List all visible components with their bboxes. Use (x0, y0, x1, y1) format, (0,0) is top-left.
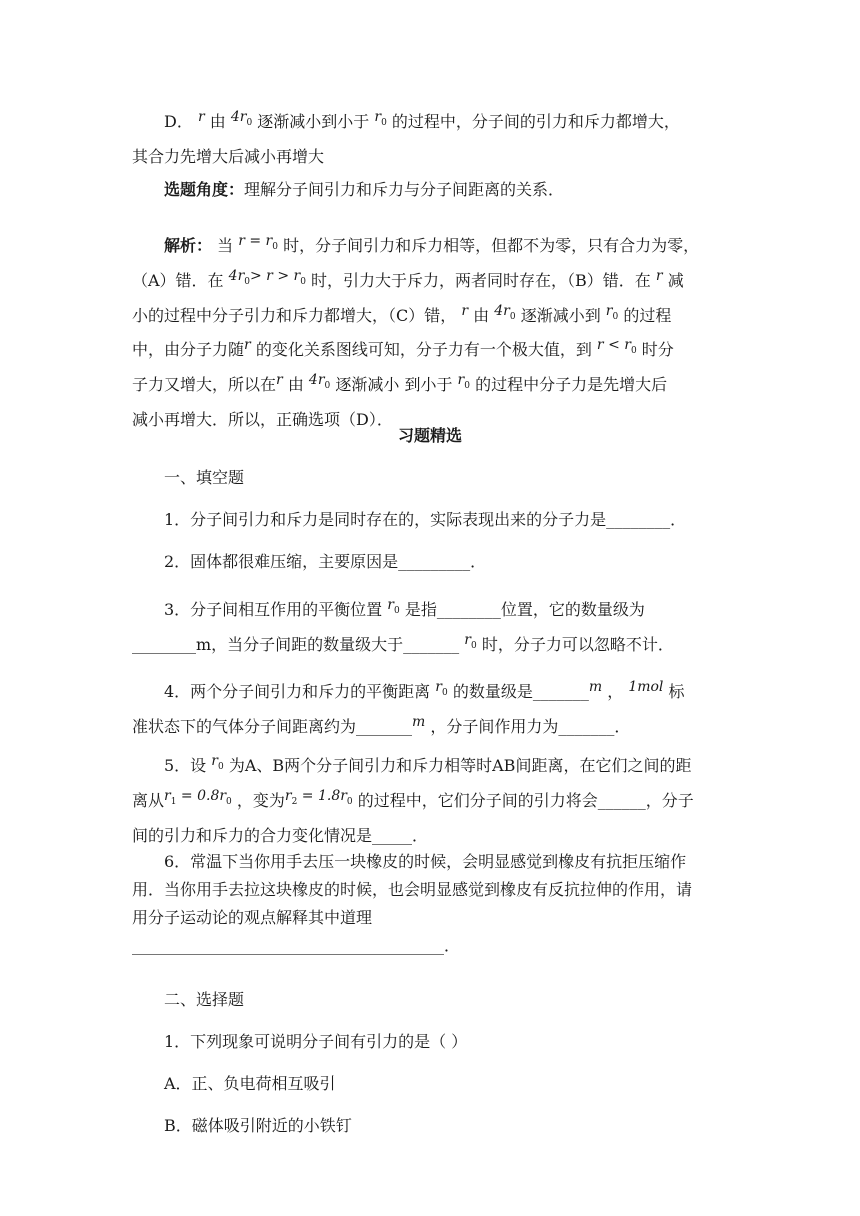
text: 的过程中，分子间的引力和斥力都增大， (391, 112, 680, 131)
text: 子力又增大，所以在 (132, 375, 277, 395)
text: ，变为 (236, 790, 285, 810)
math-4r0: $4r_0$ (230, 109, 253, 128)
analysis-line6: 减小再增大．所以，正确选项（D）． (132, 409, 393, 429)
math-r0: $r_0$ (211, 753, 224, 772)
math-r: r (461, 302, 469, 319)
choice-heading-text: 二、选择题 (164, 990, 245, 1009)
choice-q1 (132, 1028, 732, 1056)
fill-heading (132, 464, 732, 492)
option-d-line2: 其合力先增大后减小再增大 (132, 146, 325, 166)
text: 时，引力大于斥力，两者同时存在，（B）错．在 (311, 270, 651, 290)
text: （A）错．在 (132, 270, 224, 290)
math-r-eq-r0: $r = r_0$ (238, 233, 278, 252)
text: 时分 (641, 340, 674, 360)
math-4r0: $4r_0$ (308, 372, 331, 391)
fill-q6 (132, 848, 732, 960)
text: 离从 (132, 790, 165, 810)
choice-option-b (132, 1112, 732, 1140)
fill-q4 (132, 678, 732, 742)
fill-q3 (132, 596, 732, 666)
math-r: r (655, 267, 663, 284)
math-m: m (588, 679, 603, 695)
text: 减 (667, 270, 684, 290)
text: 由 (473, 305, 490, 325)
text: 由 (287, 375, 304, 395)
text: 逐渐减小到 (520, 305, 601, 325)
text: 逐渐减小到小于 (257, 112, 370, 131)
text: 的过程中，它们分子间的引力将会______，分子 (357, 790, 694, 810)
fill-q5 (132, 752, 732, 850)
text: ， (607, 682, 624, 701)
math-r0: $r_0$ (374, 109, 387, 128)
math-r: r (197, 109, 205, 125)
text: 是指________位置，它的数量级为 (404, 600, 645, 619)
math-mol: 1mol (628, 679, 664, 695)
fill-q6-line2: 用．当你用手去拉这块橡皮的时候，也会明显感觉到橡皮有反抗拉伸的作用，请 (132, 880, 693, 899)
text: 中，由分子力随 (132, 340, 245, 360)
math-r0: $r_0$ (387, 597, 400, 616)
math-4r0: $4r_0$ (494, 302, 516, 322)
fill-q6-line3: 用分子运动论的观点解释其中道理 (132, 908, 373, 927)
fill-q5-line3: 间的引力和斥力的合力变化情况是_____． (132, 825, 429, 845)
text: 当 (217, 236, 234, 255)
text: 标 (668, 682, 685, 701)
text: 逐渐减小 到小于 (335, 375, 453, 395)
topic-angle (132, 176, 732, 204)
angle-text: 理解分子间引力和斥力与分子间距离的关系． (244, 180, 565, 199)
math-r-lt-r0: $r < r_0$ (596, 337, 637, 357)
math-r0: $r_0$ (435, 679, 448, 698)
text: 的过程 (623, 305, 672, 325)
math-m: m (412, 713, 426, 730)
choice-option-b-text: B．磁体吸引附近的小铁钉 (164, 1116, 352, 1135)
text: 为A、B两个分子间引力和斥力相等时AB间距离，在它们之间的距 (228, 756, 692, 775)
text: 的数量级是_______ (452, 682, 589, 701)
math-r2: $r_2 = 1.8r_0$ (284, 787, 353, 807)
text: 时，分子间引力和斥力相等，但都不为零，只有合力为零， (283, 236, 700, 255)
math-r: r (244, 337, 251, 354)
text: 4．两个分子间引力和斥力的平衡距离 (164, 682, 431, 701)
fill-q1 (132, 506, 732, 534)
choice-q1-text: 1．下列现象可说明分子间有引力的是（ ） (164, 1032, 468, 1051)
fill-q2 (132, 548, 732, 576)
math-r0: $r_0$ (605, 302, 619, 322)
math-r0: $r_0$ (457, 372, 470, 391)
text: 5．设 (164, 756, 207, 775)
text: 的过程中分子力是先增大后 (475, 375, 668, 395)
text: 时，分子力可以忽略不计． (481, 634, 674, 654)
analysis (132, 232, 732, 434)
math-r0: $r_0$ (464, 631, 477, 651)
angle-label: 选题角度： (164, 180, 245, 199)
fill-heading-text: 一、填空题 (164, 468, 245, 487)
choice-option-a-text: A．正、负电荷相互吸引 (164, 1074, 336, 1093)
math-r: r (276, 372, 283, 389)
fill-q2-text: 2．固体都很难压缩，主要原因是_________． (164, 552, 487, 571)
math-inequality: $4r_0> r > r_0$ (228, 267, 306, 287)
option-d (132, 108, 732, 171)
section-title: 习题精选 (397, 426, 462, 445)
text: 小的过程中分子引力和斥力都增大，（C）错， (132, 305, 457, 325)
option-d-prefix: D． (164, 112, 193, 131)
text: 的变化关系图线可知，分子力有一个极大值，到 (255, 340, 592, 360)
text: 准状态下的气体分子间距离约为_______ (132, 716, 413, 736)
choice-option-a (132, 1070, 732, 1098)
analysis-label: 解析： (164, 236, 213, 255)
text: ，分子间作用力为_______． (430, 716, 631, 736)
text: 由 (209, 112, 226, 131)
choice-heading (132, 986, 732, 1014)
fill-q1-text: 1．分子间引力和斥力是同时存在的，实际表现出来的分子力是________． (164, 510, 687, 529)
text: 3．分子间相互作用的平衡位置 (164, 600, 383, 619)
math-r1: $r_1 = 0.8r_0$ (164, 787, 232, 807)
fill-q6-line1: 6．常温下当你用手去压一块橡皮的时候，会明显感觉到橡皮有抗拒压缩作 (164, 852, 687, 871)
fill-q6-line4: _______________________________________． (132, 936, 461, 955)
text: ________m，当分子间距的数量级大于_______ (132, 634, 460, 654)
